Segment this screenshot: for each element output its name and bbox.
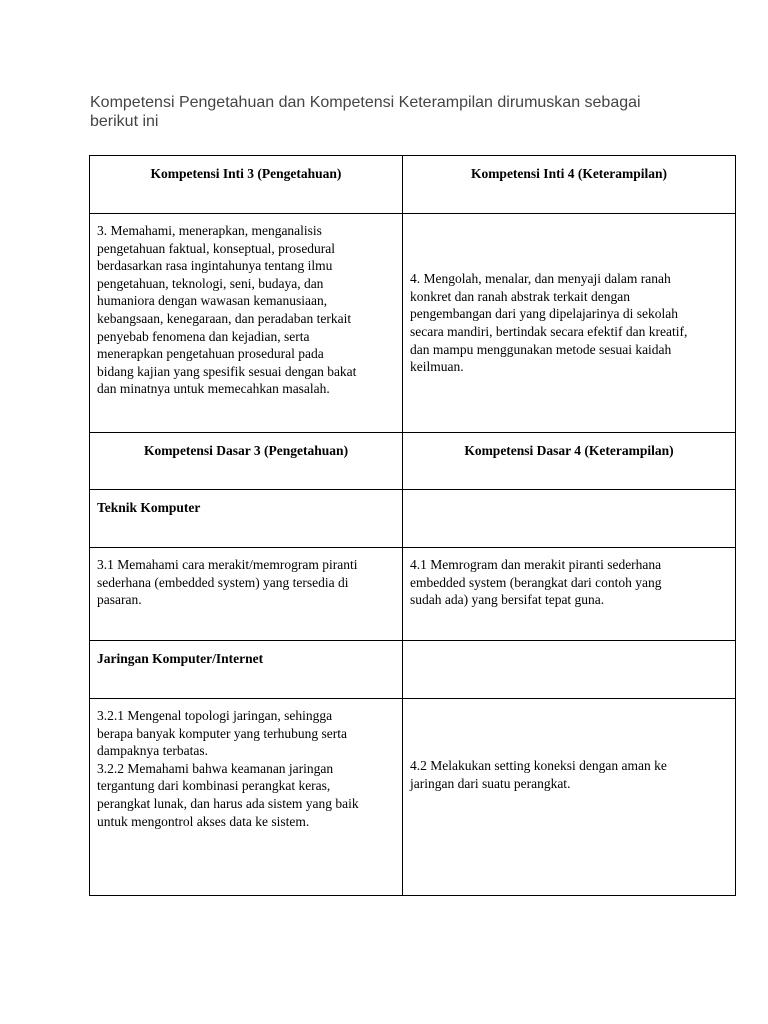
kd3-1-cell	[90, 548, 403, 641]
table-row	[90, 548, 736, 641]
section-teknik-komputer-cell	[90, 490, 403, 548]
competency-table	[89, 155, 736, 896]
section-jaringan-cell	[90, 641, 403, 699]
kd4-1-text: 4.1 Memrogram dan merakit piranti sederhana embedded system (berangkat dari contoh yang sudah ada) yang bersifat tepat guna.	[410, 557, 662, 608]
ki3-text-cell	[90, 214, 403, 433]
ki3-text: 3. Memahami, menerapkan, menganalisis pengetahuan faktual, konseptual, prosedural berdasarkan rasa ingintahunya tentang ilmu pengetahuan, teknologi, seni, budaya, dan humaniora dengan wawasan kemanusiaan, kebangsaan, kenegaraan, dan peradaban terkait penyebab fenomena dan kejadian, serta menerapkan pengetahuan prosedural pada bidang kajian yang spesifik sesuai dengan bakat dan minatnya untuk memecahkan masalah.	[97, 223, 357, 397]
kd3-2-cell	[90, 699, 403, 896]
kd4-header: Kompetensi Dasar 4 (Keterampilan)	[464, 443, 674, 458]
table-row	[90, 641, 736, 699]
intro-paragraph: Kompetensi Pengetahuan dan Kompetensi Keterampilan dirumuskan sebagai berikut ini	[90, 94, 641, 130]
ki4-text-cell	[403, 214, 736, 433]
ki3-header: Kompetensi Inti 3 (Pengetahuan)	[150, 166, 342, 181]
table-row	[90, 699, 736, 896]
kd3-2-text: 3.2.1 Mengenal topologi jaringan, sehingga berapa banyak komputer yang terhubung serta dampaknya terbatas. 3.2.2 Memahami bahwa keamanan jaringan tergantung dari kombinasi perangkat keras, perangkat lunak, dan harus ada sistem yang baik untuk mengontrol akses data ke sistem.	[97, 708, 359, 829]
empty-cell	[403, 641, 736, 699]
kd4-2-cell	[403, 699, 736, 896]
kd4-2-text: 4.2 Melakukan setting koneksi dengan aman ke jaringan dari suatu perangkat.	[410, 758, 667, 791]
section-teknik-komputer-title: Teknik Komputer	[97, 500, 201, 515]
kd3-header: Kompetensi Dasar 3 (Pengetahuan)	[143, 443, 349, 458]
ki3-header-cell	[90, 156, 403, 214]
ki4-header: Kompetensi Inti 4 (Keterampilan)	[470, 166, 668, 181]
table-row	[90, 214, 736, 433]
ki4-header-cell	[403, 156, 736, 214]
ki4-text: 4. Mengolah, menalar, dan menyaji dalam ranah konkret dan ranah abstrak terkait dengan pengembangan dari yang dipelajarinya di sekolah secara mandiri, bertindak secara efektif dan kreatif, dan mampu menggunakan metode sesuai kaidah keilmuan.	[410, 271, 688, 375]
table-row	[90, 490, 736, 548]
kd4-1-cell	[403, 548, 736, 641]
section-jaringan-title: Jaringan Komputer/Internet	[97, 651, 264, 666]
kd4-header-cell	[403, 433, 736, 490]
kd3-header-cell	[90, 433, 403, 490]
kd3-1-text: 3.1 Memahami cara merakit/memrogram piranti sederhana (embedded system) yang tersedia di pasaran.	[97, 557, 358, 608]
empty-cell	[403, 490, 736, 548]
table-row	[90, 156, 736, 214]
table-row	[90, 433, 736, 490]
